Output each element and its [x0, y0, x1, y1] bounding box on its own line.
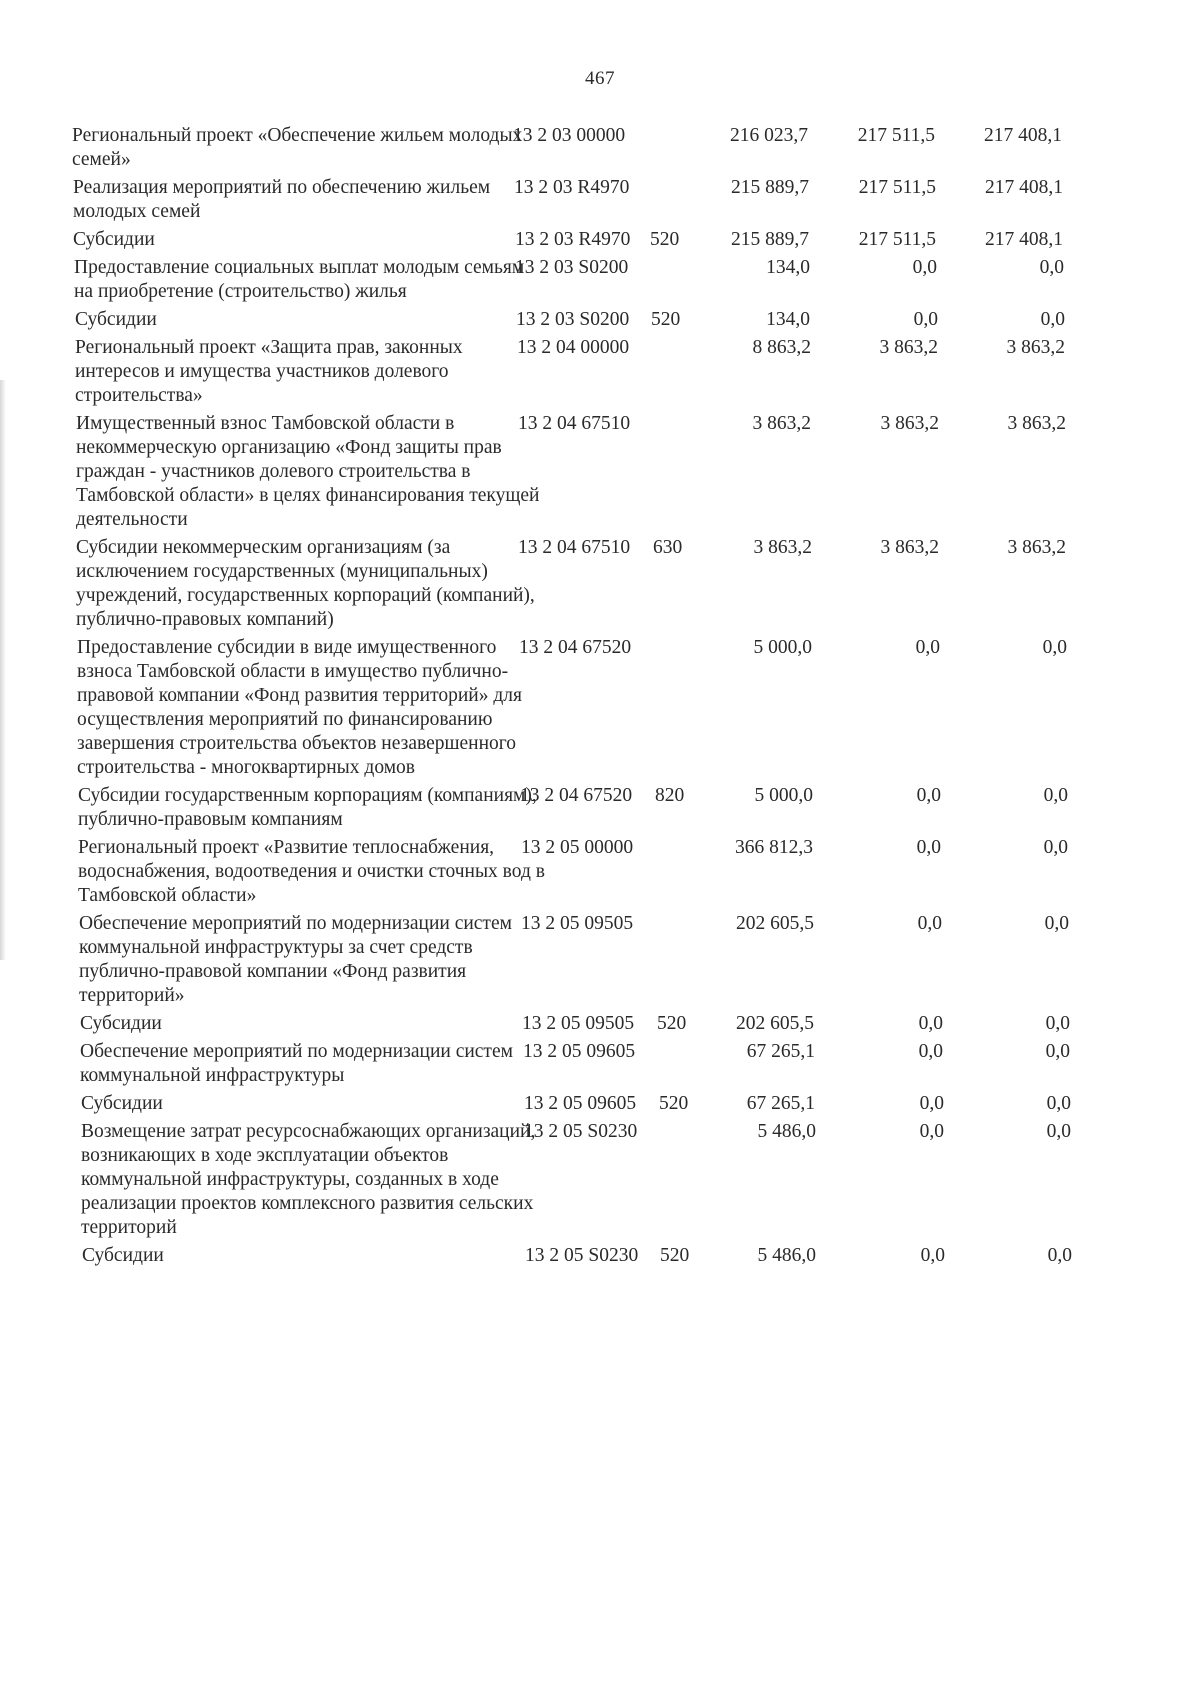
row-expense-type: 630 — [653, 537, 683, 558]
row-amount-year-1: 3 863,2 — [753, 537, 812, 558]
row-amount-year-2: 3 863,2 — [880, 413, 939, 434]
row-description: Региональный проект «Развитие теплоснабжения, водоснабжения, водоотведения и очистки сточных вод в Тамбовской области» — [78, 837, 545, 906]
row-expense-type: 520 — [651, 309, 681, 330]
row-target-code: 13 2 04 00000 — [517, 337, 630, 358]
row-target-code: 13 2 03 S0200 — [515, 257, 629, 278]
budget-table — [0, 124, 1200, 1272]
row-amount-year-3: 0,0 — [1045, 1041, 1070, 1062]
row-amount-year-1: 202 605,5 — [736, 913, 814, 934]
row-description: Региональный проект «Обеспечение жильем молодых семей» — [72, 125, 523, 170]
table-row — [0, 228, 1200, 252]
table-row — [0, 308, 1200, 332]
row-expense-type: 520 — [657, 1013, 687, 1034]
row-amount-year-1: 5 000,0 — [754, 785, 813, 806]
row-description: Предоставление субсидии в виде имущественного взноса Тамбовской области в имущество публично-правовой компании «Фонд развития территорий» для осуществления мероприятий по финансированию завершения строительства объектов незавершенного строительства - многоквартирных домов — [77, 637, 522, 778]
row-amount-year-3: 217 408,1 — [984, 125, 1062, 146]
row-amount-year-2: 3 863,2 — [879, 337, 938, 358]
row-amount-year-3: 0,0 — [1043, 837, 1068, 858]
row-amount-year-2: 0,0 — [918, 1041, 943, 1062]
row-amount-year-3: 0,0 — [1046, 1093, 1071, 1114]
row-amount-year-2: 217 511,5 — [858, 177, 936, 198]
row-amount-year-1: 5 000,0 — [753, 637, 812, 658]
row-amount-year-2: 0,0 — [918, 1013, 943, 1034]
table-row — [0, 256, 1200, 304]
row-target-code: 13 2 05 09605 — [524, 1093, 637, 1114]
row-expense-type: 820 — [655, 785, 685, 806]
row-description: Обеспечение мероприятий по модернизации систем коммунальной инфраструктуры за счет средств публично-правовой компании «Фонд развития территорий» — [79, 913, 512, 1006]
table-row — [0, 1092, 1200, 1116]
row-description: Субсидии — [82, 1245, 164, 1266]
row-target-code: 13 2 04 67520 — [520, 785, 633, 806]
table-row — [0, 412, 1200, 532]
row-amount-year-1: 134,0 — [766, 309, 810, 330]
row-target-code: 13 2 05 09505 — [521, 913, 634, 934]
table-row — [0, 1120, 1200, 1240]
row-target-code: 13 2 04 67510 — [518, 413, 631, 434]
page-number: 467 — [585, 68, 615, 89]
row-target-code: 13 2 03 S0200 — [516, 309, 630, 330]
row-target-code: 13 2 03 00000 — [513, 125, 626, 146]
row-amount-year-3: 0,0 — [1047, 1245, 1072, 1266]
row-amount-year-3: 0,0 — [1043, 785, 1068, 806]
table-row — [0, 836, 1200, 908]
row-amount-year-2: 0,0 — [916, 837, 941, 858]
table-row — [0, 336, 1200, 408]
row-description: Субсидии — [80, 1013, 162, 1034]
row-target-code: 13 2 05 09605 — [523, 1041, 636, 1062]
row-amount-year-1: 67 265,1 — [746, 1041, 815, 1062]
row-amount-year-1: 8 863,2 — [752, 337, 811, 358]
row-amount-year-3: 217 408,1 — [985, 177, 1063, 198]
row-amount-year-3: 217 408,1 — [985, 229, 1063, 250]
row-amount-year-2: 217 511,5 — [857, 125, 935, 146]
row-amount-year-2: 0,0 — [912, 257, 937, 278]
table-row — [0, 636, 1200, 780]
table-row — [0, 1012, 1200, 1036]
row-amount-year-3: 3 863,2 — [1006, 337, 1065, 358]
row-description: Предоставление социальных выплат молодым семьям на приобретение (строительство) жилья — [74, 257, 525, 302]
row-amount-year-3: 0,0 — [1046, 1121, 1071, 1142]
table-row — [0, 1244, 1200, 1268]
table-row — [0, 784, 1200, 832]
row-amount-year-2: 0,0 — [919, 1093, 944, 1114]
row-amount-year-2: 0,0 — [920, 1245, 945, 1266]
row-amount-year-2: 3 863,2 — [880, 537, 939, 558]
table-row — [0, 536, 1200, 632]
row-amount-year-2: 0,0 — [919, 1121, 944, 1142]
row-description: Субсидии некоммерческим организациям (за исключением государственных (муниципальных) учреждений, государственных корпораций (компаний), публично-правовых компаний) — [76, 537, 535, 630]
row-amount-year-2: 0,0 — [915, 637, 940, 658]
row-amount-year-2: 217 511,5 — [858, 229, 936, 250]
row-description: Субсидии — [81, 1093, 163, 1114]
row-target-code: 13 2 05 00000 — [521, 837, 634, 858]
row-amount-year-1: 216 023,7 — [730, 125, 808, 146]
row-description: Региональный проект «Защита прав, законных интересов и имущества участников долевого строительства» — [75, 337, 463, 406]
row-target-code: 13 2 05 09505 — [522, 1013, 635, 1034]
row-amount-year-2: 0,0 — [916, 785, 941, 806]
row-target-code: 13 2 04 67520 — [519, 637, 632, 658]
row-amount-year-1: 215 889,7 — [731, 177, 809, 198]
row-amount-year-3: 0,0 — [1045, 1013, 1070, 1034]
row-amount-year-1: 366 812,3 — [735, 837, 813, 858]
table-row — [0, 1040, 1200, 1088]
row-description: Субсидии государственным корпорациям (компаниям), публично-правовым компаниям — [78, 785, 537, 830]
row-expense-type: 520 — [660, 1245, 690, 1266]
row-amount-year-1: 215 889,7 — [731, 229, 809, 250]
row-description: Обеспечение мероприятий по модернизации систем коммунальной инфраструктуры — [80, 1041, 513, 1086]
row-description: Субсидии — [75, 309, 157, 330]
row-amount-year-1: 3 863,2 — [752, 413, 811, 434]
row-target-code: 13 2 03 R4970 — [515, 229, 631, 250]
row-amount-year-1: 67 265,1 — [746, 1093, 815, 1114]
row-amount-year-2: 0,0 — [913, 309, 938, 330]
row-expense-type: 520 — [659, 1093, 689, 1114]
row-amount-year-3: 0,0 — [1040, 309, 1065, 330]
row-description: Субсидии — [73, 229, 155, 250]
row-amount-year-3: 0,0 — [1042, 637, 1067, 658]
row-amount-year-2: 0,0 — [917, 913, 942, 934]
row-amount-year-1: 5 486,0 — [757, 1121, 816, 1142]
row-description: Имущественный взнос Тамбовской области в некоммерческую организацию «Фонд защиты прав граждан - участников долевого строительства в Тамбовской области» в целях финансирования текущей деятельности — [76, 413, 540, 530]
table-row — [0, 912, 1200, 1008]
row-target-code: 13 2 04 67510 — [518, 537, 631, 558]
row-amount-year-1: 5 486,0 — [757, 1245, 816, 1266]
row-target-code: 13 2 05 S0230 — [525, 1245, 639, 1266]
row-amount-year-1: 202 605,5 — [736, 1013, 814, 1034]
row-amount-year-3: 3 863,2 — [1007, 413, 1066, 434]
table-row — [0, 124, 1200, 172]
row-amount-year-1: 134,0 — [766, 257, 810, 278]
row-description: Возмещение затрат ресурсоснабжающих организаций, возникающих в ходе эксплуатации объектов коммунальной инфраструктуры, созданных в ходе реализации проектов комплексного развития сельских территорий — [81, 1121, 536, 1238]
row-amount-year-3: 0,0 — [1039, 257, 1064, 278]
row-target-code: 13 2 05 S0230 — [524, 1121, 638, 1142]
row-target-code: 13 2 03 R4970 — [514, 177, 630, 198]
row-expense-type: 520 — [650, 229, 680, 250]
table-row — [0, 176, 1200, 224]
row-amount-year-3: 3 863,2 — [1007, 537, 1066, 558]
row-amount-year-3: 0,0 — [1044, 913, 1069, 934]
row-description: Реализация мероприятий по обеспечению жильем молодых семей — [73, 177, 491, 222]
